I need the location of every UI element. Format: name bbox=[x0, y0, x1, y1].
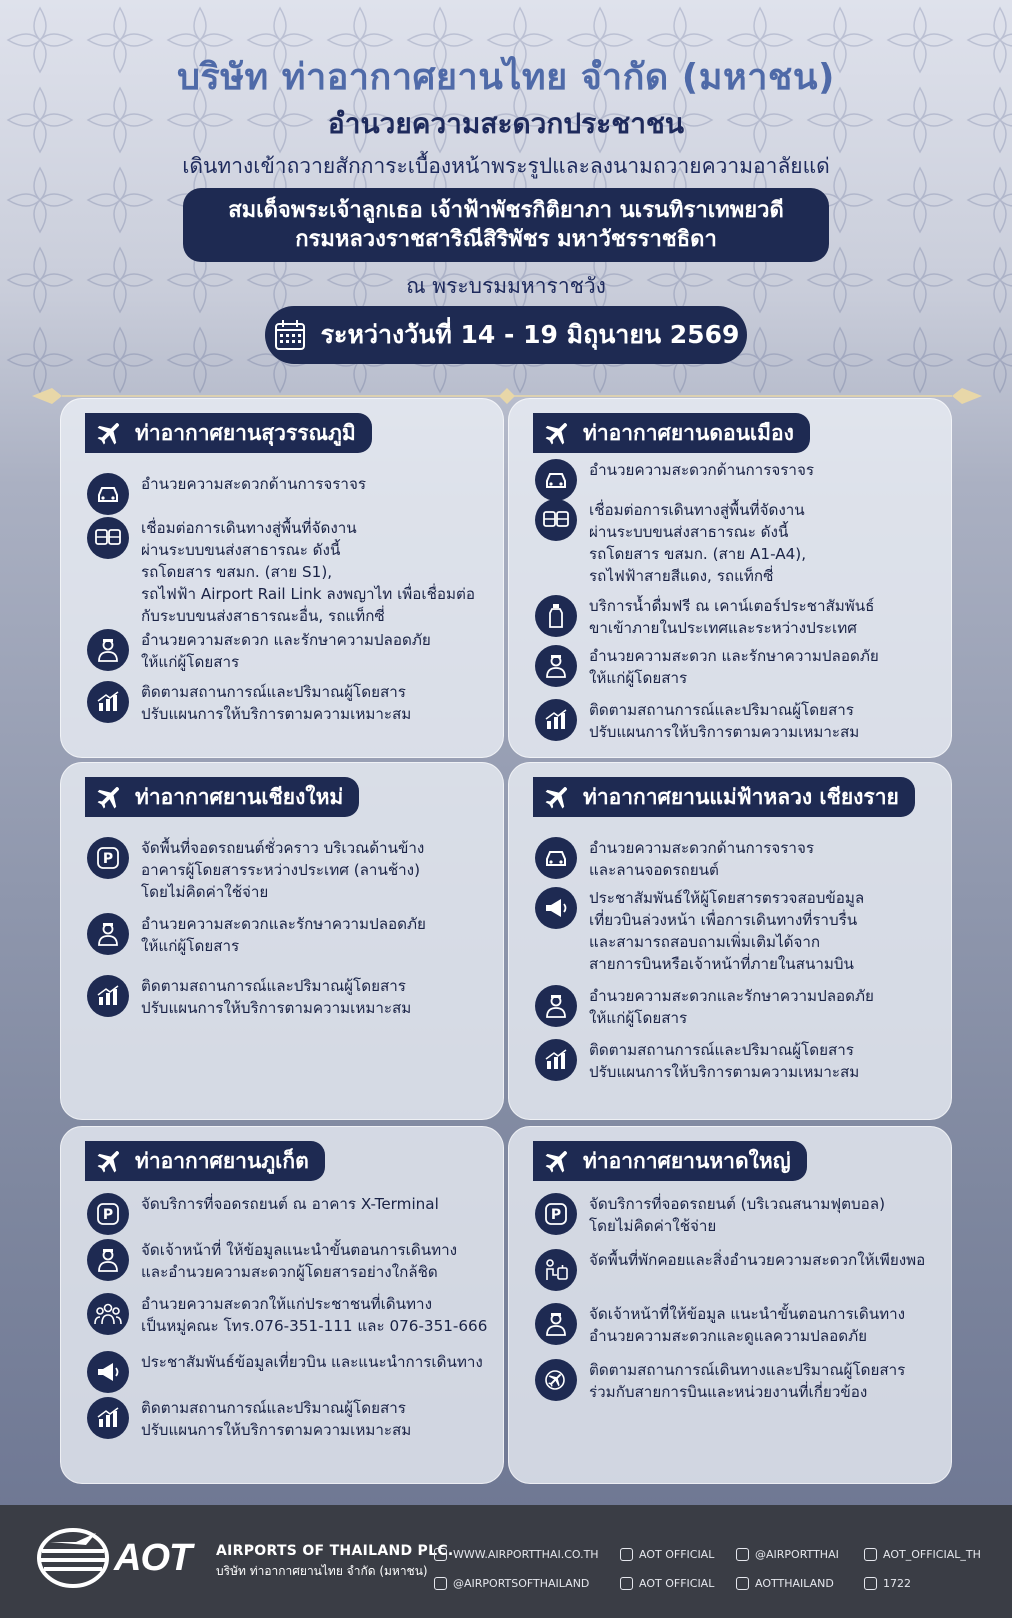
social-link-website[interactable]: WWW.AIRPORTTHAI.CO.TH bbox=[434, 1548, 599, 1561]
royal-name-line2: กรมหลวงราชสาริณีสิริพัชร มหาวัชรราชธิดา bbox=[295, 227, 717, 252]
list-item: P จัดบริการที่จอดรถยนต์ ณ อาคาร X-Terminal bbox=[87, 1193, 439, 1235]
royal-name-line1: สมเด็จพระเจ้าลูกเธอ เจ้าฟ้าพัชรกิติยาภา นเรนทิราเทพยวดี bbox=[228, 198, 784, 223]
aot-logo bbox=[36, 1527, 191, 1589]
svg-text:P: P bbox=[550, 1207, 562, 1223]
youtube-icon bbox=[620, 1577, 633, 1590]
royal-name-box bbox=[183, 188, 829, 262]
waiting-area-icon bbox=[535, 1249, 577, 1291]
list-item: อำนวยความสะดวกด้านการจราจร bbox=[535, 459, 814, 501]
phone-icon bbox=[864, 1577, 877, 1590]
social-link-instagram[interactable]: AOT_OFFICIAL_TH bbox=[864, 1548, 981, 1561]
list-item: เชื่อมต่อการเดินทางสู่พื้นที่จัดงาน ผ่านระบบขนส่งสาธารณะ ดังนี้ รถโดยสาร ขสมก. (สาย A1-A4), รถไฟฟ้าสายสีแดง, รถแท็กซี่ bbox=[535, 499, 806, 587]
staff-icon bbox=[535, 985, 577, 1027]
facebook-icon bbox=[620, 1548, 633, 1561]
list-item: ติดตามสถานการณ์เดินทางและปริมาณผู้โดยสาร ร่วมกับสายการบินและหน่วยงานที่เกี่ยวข้อง bbox=[535, 1359, 905, 1403]
aot-logo-text: AOT bbox=[114, 1536, 192, 1579]
calendar-icon bbox=[273, 318, 307, 352]
list-item: ติดตามสถานการณ์และปริมาณผู้โดยสาร ปรับแผนการให้บริการตามความเหมาะสม bbox=[87, 975, 411, 1019]
staff-icon bbox=[535, 1303, 577, 1345]
line-icon bbox=[736, 1548, 749, 1561]
staff-icon bbox=[535, 645, 577, 687]
airplane-icon bbox=[543, 1146, 573, 1176]
list-item: ติดตามสถานการณ์และปริมาณผู้โดยสาร ปรับแผนการให้บริการตามความเหมาะสม bbox=[87, 1397, 411, 1441]
list-item: จัดเจ้าหน้าที่ ให้ข้อมูลแนะนำขั้นตอนการเดินทาง และอำนวยความสะดวกผู้โดยสารอย่างใกล้ชิด bbox=[87, 1239, 457, 1283]
list-item: ติดตามสถานการณ์และปริมาณผู้โดยสาร ปรับแผนการให้บริการตามความเหมาะสม bbox=[87, 681, 411, 725]
list-item: ประชาสัมพันธ์ให้ผู้โดยสารตรวจสอบข้อมูล เที่ยวบินล่วงหน้า เพื่อการเดินทางที่ราบรื่น และสามารถสอบถามเพิ่มเติมได้จาก สายการบินหรือเจ้าหน้าที่ภายในสนามบิน bbox=[535, 887, 864, 975]
parking-icon bbox=[87, 837, 129, 879]
list-item: อำนวยความสะดวกด้านการจราจร และลานจอดรถยนต์ bbox=[535, 837, 814, 881]
staff-icon bbox=[87, 913, 129, 955]
list-item: จัดพื้นที่พักคอยและสิ่งอำนวยความสะดวกให้เพียงพอ bbox=[535, 1249, 925, 1291]
social-link-line[interactable]: @AIRPORTTHAI bbox=[736, 1548, 839, 1561]
chart-icon bbox=[87, 975, 129, 1017]
footer bbox=[0, 1505, 1012, 1618]
list-item: P จัดพื้นที่จอดรถยนต์ชั่วคราว บริเวณด้านข้าง อาคารผู้โดยสารระหว่างประเทศ (ลานช้าง) โดยไม่คิดค่าใช้จ่าย bbox=[87, 837, 424, 903]
chart-icon bbox=[87, 681, 129, 723]
social-link-phone[interactable]: 1722 bbox=[864, 1577, 911, 1590]
airplane-icon bbox=[95, 782, 125, 812]
card-title-phuket: ท่าอากาศยานภูเก็ต bbox=[85, 1141, 325, 1181]
airplane-icon bbox=[543, 782, 573, 812]
car-icon bbox=[535, 459, 577, 501]
megaphone-icon bbox=[87, 1351, 129, 1393]
list-item: เชื่อมต่อการเดินทางสู่พื้นที่จัดงาน ผ่านระบบขนส่งสาธารณะ ดังนี้ รถโดยสาร ขสมก. (สาย S1), รถไฟฟ้า Airport Rail Link ลงพญาไท เพื่อเชื่อมต่อ กับระบบขนส่งสาธารณะอื่น, รถแท็กซี่ bbox=[87, 517, 475, 627]
airplane-icon bbox=[543, 418, 573, 448]
card-chiang-mai bbox=[60, 762, 504, 1120]
list-item: บริการน้ำดื่มฟรี ณ เคาน์เตอร์ประชาสัมพันธ์ ขาเข้าภายในประเทศและระหว่างประเทศ bbox=[535, 595, 874, 639]
card-suvarnabhumi bbox=[60, 398, 504, 758]
purpose-text: เดินทางเข้าถวายสักการะเบื้องหน้าพระรูปและลงนามถวายความอาลัยแด่ bbox=[182, 154, 830, 178]
staff-icon bbox=[87, 629, 129, 671]
date-text: ระหว่างวันที่ 14 - 19 มิถุนายน 2569 bbox=[320, 320, 740, 349]
web-icon bbox=[434, 1548, 447, 1561]
social-link-x[interactable]: AOTTHAILAND bbox=[736, 1577, 834, 1590]
chart-icon bbox=[535, 1039, 577, 1081]
chart-icon bbox=[87, 1397, 129, 1439]
list-item: ติดตามสถานการณ์และปริมาณผู้โดยสาร ปรับแผนการให้บริการตามความเหมาะสม bbox=[535, 1039, 859, 1083]
aot-emblem-icon bbox=[36, 1527, 110, 1589]
svg-text:P: P bbox=[102, 851, 114, 867]
list-item: อำนวยความสะดวกและรักษาความปลอดภัย ให้แก่ผู้โดยสาร bbox=[87, 913, 426, 957]
list-item: อำนวยความสะดวกและรักษาความปลอดภัย ให้แก่ผู้โดยสาร bbox=[535, 985, 874, 1029]
car-icon bbox=[87, 473, 129, 515]
list-item: อำนวยความสะดวก และรักษาความปลอดภัย ให้แก่ผู้โดยสาร bbox=[87, 629, 431, 673]
list-item: อำนวยความสะดวก และรักษาความปลอดภัย ให้แก่ผู้โดยสาร bbox=[535, 645, 879, 689]
svg-text:P: P bbox=[102, 1207, 114, 1223]
instagram-icon bbox=[864, 1548, 877, 1561]
chart-icon bbox=[535, 699, 577, 741]
social-link-youtube[interactable]: AOT OFFICIAL bbox=[620, 1577, 714, 1590]
car-icon bbox=[535, 837, 577, 879]
group-icon bbox=[87, 1293, 129, 1335]
company-name: AIRPORTS OF THAILAND PLC. บริษัท ท่าอากาศยานไทย จำกัด (มหาชน) bbox=[216, 1543, 454, 1578]
card-title-hat-yai: ท่าอากาศยานหาดใหญ่ bbox=[533, 1141, 807, 1181]
card-title-don-mueang: ท่าอากาศยานดอนเมือง bbox=[533, 413, 810, 453]
list-item: ประชาสัมพันธ์ข้อมูลเที่ยวบิน และแนะนำการเดินทาง bbox=[87, 1351, 483, 1393]
card-title-mae-fah-luang: ท่าอากาศยานแม่ฟ้าหลวง เชียงราย bbox=[533, 777, 915, 817]
card-hat-yai bbox=[508, 1126, 952, 1484]
social-link-facebook[interactable]: AOT OFFICIAL bbox=[620, 1548, 714, 1561]
place-text: ณ พระบรมมหาราชวัง bbox=[406, 274, 606, 298]
card-title-chiang-mai: ท่าอากาศยานเชียงใหม่ bbox=[85, 777, 359, 817]
tiktok-icon bbox=[434, 1577, 447, 1590]
card-phuket bbox=[60, 1126, 504, 1484]
parking-icon bbox=[535, 1193, 577, 1235]
staff-icon bbox=[87, 1239, 129, 1281]
airplane-icon bbox=[95, 1146, 125, 1176]
social-link-tiktok[interactable]: @AIRPORTSOFTHAILAND bbox=[434, 1577, 589, 1590]
list-item: จัดเจ้าหน้าที่ให้ข้อมูล แนะนำขั้นตอนการเดินทาง อำนวยความสะดวกและดูแลความปลอดภัย bbox=[535, 1303, 905, 1347]
bus-train-icon bbox=[535, 499, 577, 541]
page-title: บริษัท ท่าอากาศยานไทย จำกัด (มหาชน) bbox=[177, 57, 835, 98]
water-bottle-icon bbox=[535, 595, 577, 637]
page-subtitle: อำนวยความสะดวกประชาชน bbox=[327, 107, 685, 140]
list-item: P จัดบริการที่จอดรถยนต์ (บริเวณสนามฟุตบอล) โดยไม่คิดค่าใช้จ่าย bbox=[535, 1193, 885, 1237]
bus-train-icon bbox=[87, 517, 129, 559]
parking-icon bbox=[87, 1193, 129, 1235]
card-mae-fah-luang bbox=[508, 762, 952, 1120]
list-item: อำนวยความสะดวกด้านการจราจร bbox=[87, 473, 366, 515]
list-item: อำนวยความสะดวกให้แก่ประชาชนที่เดินทาง เป็นหมู่คณะ โทร.076-351-111 และ 076-351-666 bbox=[87, 1293, 487, 1337]
flight-monitor-icon bbox=[535, 1359, 577, 1401]
megaphone-icon bbox=[535, 887, 577, 929]
list-item: ติดตามสถานการณ์และปริมาณผู้โดยสาร ปรับแผนการให้บริการตามความเหมาะสม bbox=[535, 699, 859, 743]
airplane-icon bbox=[95, 418, 125, 448]
card-title-suvarnabhumi: ท่าอากาศยานสุวรรณภูมิ bbox=[85, 413, 372, 453]
x-icon bbox=[736, 1577, 749, 1590]
card-don-mueang bbox=[508, 398, 952, 758]
date-banner bbox=[265, 306, 747, 364]
